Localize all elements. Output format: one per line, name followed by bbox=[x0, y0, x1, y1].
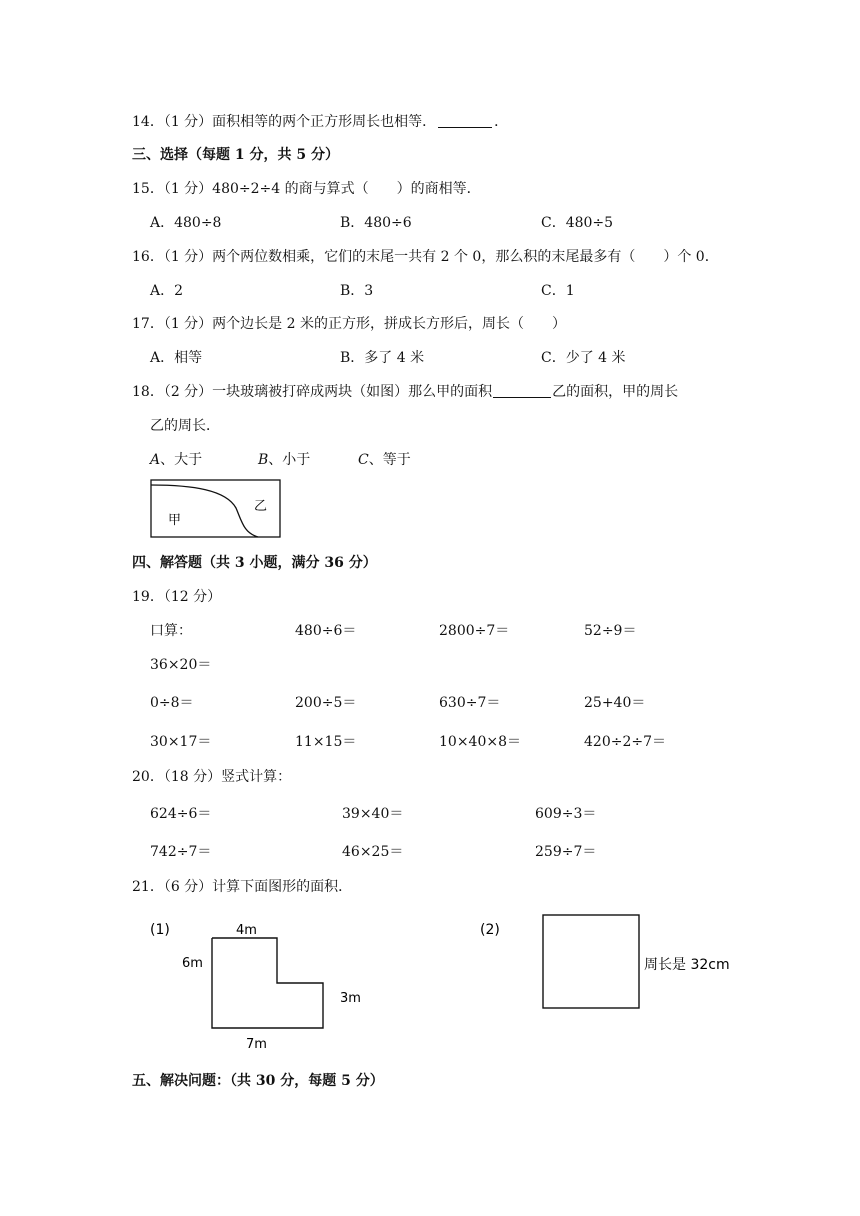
question-16-text: 16．（1 分）两个两位数相乘，它们的末尾一共有 2 个 0，那么积的末尾最多有（ ）个 0． bbox=[132, 249, 719, 265]
q19-item: 25+40＝ bbox=[584, 695, 646, 711]
question-17-text: 17．（1 分）两个边长是 2 米的正方形，拼成长方形后，周长（ ） bbox=[132, 316, 566, 332]
option-letter: A bbox=[150, 452, 161, 468]
option-letter: C bbox=[358, 452, 369, 468]
question-14 bbox=[132, 112, 508, 132]
q19-item: 420÷2÷7＝ bbox=[584, 734, 666, 750]
q19-item: 480÷6＝ bbox=[295, 623, 357, 639]
question-18-text-c: 乙的周长． bbox=[150, 418, 220, 434]
q17-option-c[interactable]: C．少了 4 米 bbox=[541, 350, 626, 366]
q19-item: 30×17＝ bbox=[150, 734, 212, 750]
l-shape bbox=[212, 938, 323, 1028]
answer-blank[interactable] bbox=[493, 383, 551, 398]
section-3-heading: 三、选择（每题 1 分，共 5 分） bbox=[132, 147, 339, 163]
question-19-header: 19．（12 分） bbox=[132, 589, 222, 605]
q16-option-c[interactable]: C．1 bbox=[541, 283, 575, 299]
q18-option-b[interactable] bbox=[258, 450, 310, 470]
q16-option-b[interactable]: B．3 bbox=[340, 283, 374, 299]
q19-item: 0÷8＝ bbox=[150, 695, 194, 711]
option-label: 、等于 bbox=[368, 452, 411, 468]
q19-label: 口算： bbox=[150, 623, 192, 639]
section-4-heading: 四、解答题（共 3 小题，满分 36 分） bbox=[132, 555, 377, 571]
question-18 bbox=[132, 382, 678, 402]
q17-option-b[interactable]: B．多了 4 米 bbox=[340, 350, 425, 366]
answer-blank[interactable] bbox=[438, 113, 492, 128]
q15-option-c[interactable]: C．480÷5 bbox=[541, 215, 614, 231]
q20-item: 259÷7＝ bbox=[535, 844, 597, 860]
label-jia: 甲 bbox=[168, 513, 182, 528]
dim-left: 6m bbox=[182, 956, 203, 971]
q15-option-a[interactable]: A．480÷8 bbox=[150, 215, 222, 231]
dim-right: 3m bbox=[340, 991, 361, 1006]
q19-item: 200÷5＝ bbox=[295, 695, 357, 711]
q20-item: 624÷6＝ bbox=[150, 806, 212, 822]
question-18-text-a: 18．（2 分）一块玻璃被打碎成两块（如图）那么甲的面积 bbox=[132, 384, 493, 400]
q20-item: 46×25＝ bbox=[342, 844, 404, 860]
q20-item: 609÷3＝ bbox=[535, 806, 597, 822]
q20-item: 39×40＝ bbox=[342, 806, 404, 822]
question-18-text-b: 乙的面积，甲的周长 bbox=[552, 384, 679, 400]
q18-option-c[interactable] bbox=[358, 450, 411, 470]
l-shape-figure bbox=[140, 905, 380, 1055]
dim-top: 4m bbox=[236, 923, 257, 938]
q17-option-a[interactable]: A．相等 bbox=[150, 350, 203, 366]
q18-option-a[interactable] bbox=[150, 450, 202, 470]
question-21-header: 21．（6 分）计算下面图形的面积． bbox=[132, 879, 353, 895]
perimeter-note: 周长是 32cm bbox=[644, 957, 730, 973]
question-15-text: 15．（1 分）480÷2÷4 的商与算式（ ）的商相等． bbox=[132, 181, 481, 197]
question-14-end: ． bbox=[494, 114, 509, 130]
q16-option-a[interactable]: A．2 bbox=[150, 283, 184, 299]
q19-item: 2800÷7＝ bbox=[439, 623, 510, 639]
section-5-heading: 五、解决问题：（共 30 分，每题 5 分） bbox=[132, 1073, 384, 1089]
broken-glass-figure bbox=[148, 478, 284, 540]
question-20-header: 20．（18 分）竖式计算： bbox=[132, 769, 292, 785]
square-figure bbox=[470, 905, 750, 1015]
crack-line bbox=[151, 485, 258, 537]
square bbox=[543, 915, 639, 1008]
q20-item: 742÷7＝ bbox=[150, 844, 212, 860]
q19-item: 11×15＝ bbox=[295, 734, 357, 750]
option-letter: B bbox=[258, 452, 269, 468]
q19-item: 36×20＝ bbox=[150, 657, 212, 673]
dim-bottom: 7m bbox=[246, 1037, 267, 1052]
figure-1-label: (1) bbox=[150, 922, 170, 938]
option-label: 、大于 bbox=[160, 452, 203, 468]
option-label: 、小于 bbox=[268, 452, 311, 468]
q15-option-b[interactable]: B．480÷6 bbox=[340, 215, 412, 231]
q19-item: 10×40×8＝ bbox=[439, 734, 521, 750]
figure-2-label: (2) bbox=[480, 922, 500, 938]
q19-item: 630÷7＝ bbox=[439, 695, 501, 711]
q19-item: 52÷9＝ bbox=[584, 623, 637, 639]
question-14-text: 14．（1 分）面积相等的两个正方形周长也相等． bbox=[132, 114, 437, 130]
label-yi: 乙 bbox=[254, 499, 268, 514]
